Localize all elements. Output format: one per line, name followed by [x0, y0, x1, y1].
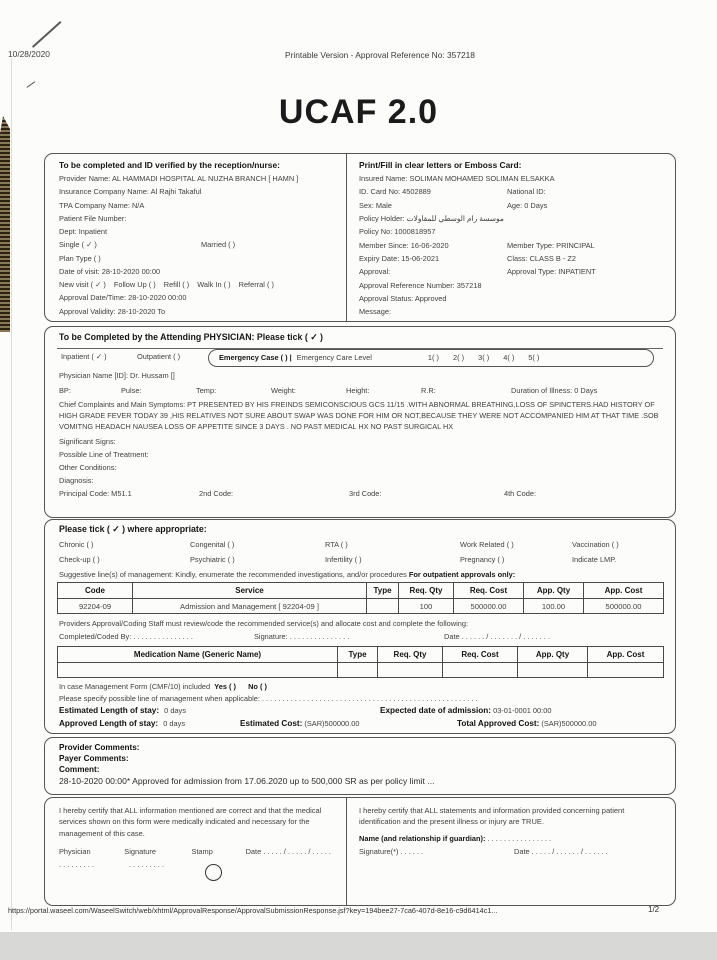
stamp-label: Stamp: [191, 847, 213, 857]
approval-validity: Approval Validity: 28-10-2020 To: [59, 306, 166, 316]
services-header-row: [58, 583, 664, 599]
cmf-no-checkbox: No ( ): [248, 682, 267, 691]
approval-status: Approval Status: Approved: [359, 293, 447, 303]
coding-signature: Signature: . . . . . . . . . . . . . . .: [254, 632, 350, 641]
physician-name: Physician Name [ID]: Dr. Hussam []: [59, 371, 175, 380]
page-number: 1/2: [648, 905, 660, 914]
weight-field: Weight:: [271, 386, 296, 395]
med-req-cost-cell: [443, 663, 518, 678]
provider-name: Provider Name: AL HAMMADI HOSPITAL AL NUZHA BRANCH [ HAMN ]: [59, 174, 299, 184]
binding-shadow: [0, 116, 10, 332]
guardian-name-line: [359, 832, 659, 845]
single-checkbox: Single ( ✓ ): [59, 240, 97, 250]
age: Age: 0 Days: [507, 200, 548, 210]
service-req-qty: 100: [399, 599, 454, 614]
vitals-row: [59, 384, 661, 397]
col-med-req-qty: Req. Qty: [378, 647, 443, 663]
total-approved-cost-label: Total Approved Cost:: [457, 719, 540, 728]
outpatient-checkbox: Outpatient ( ): [137, 352, 181, 361]
signature-dots: . . . . . . . . .: [129, 860, 164, 870]
scanner-background-band: [0, 932, 717, 960]
col-app-cost: App. Cost: [584, 583, 664, 599]
policy-holder: Policy Holder: موسسة رام الوسطي للمقاولات: [359, 214, 504, 224]
sex: Sex: Male: [359, 200, 392, 210]
estimated-cost: [240, 717, 359, 730]
expected-date-label: Expected date of admission:: [380, 706, 492, 715]
congenital-checkbox: Congenital ( ): [190, 540, 235, 549]
guardian-name-label: Name (and relationship if guardian):: [359, 833, 486, 843]
print-date: 10/28/2020: [8, 49, 50, 59]
med-name-cell: [58, 663, 338, 678]
codes-row: [59, 487, 661, 500]
other-conditions: Other Conditions:: [59, 463, 117, 472]
new-visit-checkbox: New visit ( ✓ ): [59, 280, 106, 290]
refill-checkbox: Refill ( ): [163, 280, 190, 290]
estimated-length-of-stay: [59, 704, 186, 717]
management-box: [44, 519, 676, 734]
third-code: 3rd Code:: [349, 489, 382, 498]
fourth-code: 4th Code:: [504, 489, 537, 498]
col-med-type: Type: [338, 647, 378, 663]
estimated-cost-label: Estimated Cost:: [240, 719, 303, 728]
approved-length-value: 0 days: [163, 719, 186, 728]
suggestive-line: [59, 568, 515, 581]
completed-coded-by: Completed/Coded By: . . . . . . . . . . . . . . .: [59, 632, 193, 641]
pulse-field: Pulse:: [121, 386, 142, 395]
patient-sign-row: [359, 845, 659, 858]
physician-cert-text: I hereby certify that ALL information mentioned are correct and that the medical services shown on this form were medically indicated and necessary for the management of this case.: [59, 806, 322, 838]
printable-version-header: Printable Version - Approval Reference No: 357218: [285, 50, 475, 60]
tpa-company: TPA Company Name: N/A: [59, 200, 145, 210]
please-tick-title: Please tick ( ✓ ) where appropriate:: [59, 524, 207, 534]
patient-cert-text: I hereby certify that ALL statements and information provided concerning patient identification and the present illness or injury are TRUE.: [359, 806, 625, 827]
check-up-checkbox: Check-up ( ): [59, 555, 100, 564]
dept: Dept: Inpatient: [59, 227, 108, 237]
member-row: [359, 239, 667, 252]
expiry-row: [359, 252, 667, 265]
total-approved-cost: [457, 717, 596, 730]
form-title: UCAF 2.0: [278, 93, 439, 131]
service-name: Admission and Management [ 92204-09 ]: [133, 599, 367, 614]
cmf-yes-checkbox: Yes ( ): [214, 682, 237, 691]
visit-type-row: [59, 278, 341, 291]
service-app-qty: 100.00: [524, 599, 584, 614]
page-edge-line: [11, 58, 12, 930]
expected-date-value: 03-01-0001 00:00: [493, 706, 552, 715]
emergency-pill: [208, 349, 654, 367]
expiry-date: Expiry Date: 15-06-2021: [359, 253, 440, 263]
height-field: Height:: [346, 386, 370, 395]
med-app-qty-cell: [518, 663, 588, 678]
approval-type: Approval Type: INPATIENT: [507, 267, 596, 277]
work-related-checkbox: Work Related ( ): [460, 540, 514, 549]
chief-complaints: Chief Complaints and Main Symptoms: PT PRESENTED BY HIS FREINDS SEMICONSCIOUS GCS 11/15 .WITH ABNORMAL BREATHING,LOSS OF SPINCTERS.HAD HISTORY OF HIGH GRADE FEVER TODAY 39 ,HIS RELATIVES NOT SURE ABOUT SWAP WAS DONE FOR HIM OR NOT,BECAUSE THEY WERE NOT ACCOMPANIED HIM AT THAT TIME .SOB VOMITNG HEADACH NAUSEA LOSS OF APPETITE SINCE 3 DAYS . NO PAST MEDICAL HX NO PAST SURGICAL HX: [59, 400, 659, 431]
box5-divider: [346, 798, 347, 905]
infertility-checkbox: Infertility ( ): [325, 555, 362, 564]
policy-no: Policy No: 1000818957: [359, 227, 436, 237]
physician-title: To be Completed by the Attending PHYSICIAN: Please tick ( ✓ ): [59, 332, 323, 342]
sex-age-row: [359, 199, 667, 212]
card-section: [359, 159, 667, 318]
total-approved-cost-value: (SAR)500000.00: [541, 719, 597, 728]
id-card-no: ID. Card No: 4502889: [359, 187, 431, 197]
approval-datetime: Approval Date/Time: 28-10-2020 00:00: [59, 293, 187, 303]
national-id: National ID:: [507, 187, 546, 197]
date-dots: Date . . . . . / . . . . . / . . . . .: [245, 847, 331, 857]
tick-row-2: [59, 553, 665, 566]
second-code: 2nd Code:: [199, 489, 234, 498]
class: Class: CLASS B - Z2: [507, 253, 576, 263]
inpatient-checkbox: Inpatient ( ✓ ): [61, 352, 107, 361]
med-req-qty-cell: [378, 663, 443, 678]
col-req-cost: Req. Cost: [454, 583, 524, 599]
footer-url: https://portal.waseel.com/WaseelSwitch/web/xhtml/ApprovalResponse/ApprovalSubmissionResponse.jsf?key=194bee27-7ca6-407d-8e16-c9d6414c1...: [8, 906, 498, 915]
comments-box: [44, 737, 676, 795]
medication-table: [57, 646, 664, 678]
approved-length-of-stay: [59, 717, 185, 730]
chronic-checkbox: Chronic ( ): [59, 540, 94, 549]
payer-comments-label: Payer Comments:: [59, 754, 129, 763]
physician-sign-row: [59, 845, 331, 858]
physician-dots-row: [59, 858, 331, 871]
comment-text: 28-10-2020 00:00* Approved for admission from 17.06.2020 up to 500,000 SR as per policy limit ...: [59, 776, 435, 786]
idcard-row: [359, 185, 667, 198]
physician-dots: . . . . . . . . .: [59, 860, 94, 870]
col-service: Service: [133, 583, 367, 599]
box1-divider: [346, 154, 347, 321]
med-type-cell: [338, 663, 378, 678]
service-app-cost: 500000.00: [584, 599, 664, 614]
level-3-checkbox: 3( ): [478, 353, 490, 363]
specify-line: Please specify possible line of management when applicable: . . . . . . . . . . . . . . . . . . . . . . . . . . . . . . . . . . . . . . . . . . . . . . . . . . . . .: [59, 694, 478, 703]
message: Message:: [359, 307, 392, 317]
level-5-checkbox: 5( ): [528, 353, 540, 363]
guardian-name-dots: . . . . . . . . . . . . . . . .: [487, 833, 552, 843]
physician-label: Physician: [59, 847, 91, 857]
physician-box: [44, 326, 676, 518]
suggestive-bold-text: For outpatient approvals only:: [408, 570, 516, 579]
physician-certification: [59, 805, 331, 872]
temp-field: Temp:: [196, 386, 217, 395]
patient-signature: Signature(*) . . . . . .: [359, 847, 424, 857]
level-4-checkbox: 4( ): [503, 353, 515, 363]
level-1-checkbox: 1( ): [427, 353, 440, 363]
insurance-company: Insurance Company Name: Al Rajhi Takaful: [59, 187, 202, 197]
coding-note: Providers Approval/Coding Staff must review/code the recommended service(s) and allocate cost and complete the following:: [59, 619, 469, 628]
emergency-care-level-label: Emergency Care Level: [296, 353, 372, 363]
significant-signs: Significant Signs:: [59, 437, 116, 446]
col-type: Type: [367, 583, 399, 599]
duration-of-illness: Duration of Illness: 0 Days: [511, 386, 598, 395]
vaccination-checkbox: Vaccination ( ): [572, 540, 619, 549]
reception-card-box: [44, 153, 676, 322]
pen-stroke: [32, 21, 61, 48]
medication-empty-row: [58, 663, 664, 678]
plan-type: Plan Type ( ): [59, 253, 101, 263]
coding-date: Date . . . . . . / . . . . . . . / . . . . . . .: [444, 632, 550, 641]
principal-code: Principal Code: M51.1: [59, 489, 132, 498]
reception-section: [59, 159, 341, 318]
possible-line-of-treatment: Possible Line of Treatment:: [59, 450, 149, 459]
reception-title: To be completed and ID verified by the reception/nurse:: [59, 160, 280, 170]
col-req-qty: Req. Qty: [399, 583, 454, 599]
expected-date-of-admission: [380, 704, 551, 717]
coded-by-row: [59, 630, 661, 643]
emergency-case-checkbox: Emergency Case ( ) |: [219, 353, 292, 363]
col-med-req-cost: Req. Cost: [443, 647, 518, 663]
med-app-cost-cell: [588, 663, 664, 678]
medication-header-row: [58, 647, 664, 663]
bp-field: BP:: [59, 386, 71, 395]
member-type: Member Type: PRINCIPAL: [507, 240, 595, 250]
service-req-cost: 500000.00: [454, 599, 524, 614]
date-of-visit: Date of visit: 28-10-2020 00:00: [59, 266, 161, 276]
pregnancy-checkbox: Pregnancy ( ): [460, 555, 505, 564]
patient-file-number: Patient File Number:: [59, 213, 127, 223]
estimated-cost-value: (SAR)500000.00: [304, 719, 360, 728]
diagnosis: Diagnosis:: [59, 476, 94, 485]
services-table: [57, 582, 664, 614]
certification-box: [44, 797, 676, 906]
provider-comments-label: Provider Comments:: [59, 743, 140, 752]
approval-ref-number: Approval Reference Number: 357218: [359, 280, 482, 290]
stamp-circle-icon: [205, 864, 222, 881]
comment-label: Comment:: [59, 765, 100, 774]
pen-tick-mark: [27, 81, 36, 88]
cmf-text: In case Management Form (CMF/10) included: [59, 682, 211, 691]
col-med-app-cost: App. Cost: [588, 647, 664, 663]
approval: Approval:: [359, 267, 391, 277]
col-app-qty: App. Qty: [524, 583, 584, 599]
rr-field: R.R:: [421, 386, 436, 395]
walk-in-checkbox: Walk In ( ): [197, 280, 231, 290]
referral-checkbox: Referral ( ): [238, 280, 274, 290]
card-title: Print/Fill in clear letters or Emboss Card:: [359, 160, 522, 170]
follow-up-checkbox: Follow Up ( ): [113, 280, 156, 290]
married-checkbox: Married ( ): [201, 240, 236, 250]
member-since: Member Since: 16-06-2020: [359, 240, 449, 250]
rta-checkbox: RTA ( ): [325, 540, 348, 549]
estimated-length-value: 0 days: [164, 706, 186, 715]
insured-name: Insured Name: SOLIMAN MOHAMED SOLIMAN ELSAKKA: [359, 174, 555, 184]
tick-row-1: [59, 538, 665, 551]
estimated-length-label: Estimated Length of stay:: [59, 706, 160, 715]
signature-label: Signature: [124, 847, 156, 857]
marital-status-row: [59, 238, 341, 251]
indicate-lmp: Indicate LMP.: [572, 555, 617, 564]
suggestive-text: Suggestive line(s) of management: Kindly, enumerate the recommended investigations, and/or procedures: [59, 570, 409, 579]
service-type: [367, 599, 399, 614]
patient-date: Date . . . . . / . . . . . . / . . . . . .: [514, 847, 608, 857]
approval-row: [359, 265, 667, 278]
service-code: 92204-09: [58, 599, 133, 614]
col-med-app-qty: App. Qty: [518, 647, 588, 663]
col-medication-name: Medication Name (Generic Name): [58, 647, 338, 663]
psychiatric-checkbox: Psychiatric ( ): [190, 555, 235, 564]
service-row: [58, 599, 664, 614]
col-code: Code: [58, 583, 133, 599]
level-2-checkbox: 2( ): [453, 353, 465, 363]
approved-length-label: Approved Length of stay:: [59, 719, 159, 728]
patient-certification: [359, 805, 659, 858]
